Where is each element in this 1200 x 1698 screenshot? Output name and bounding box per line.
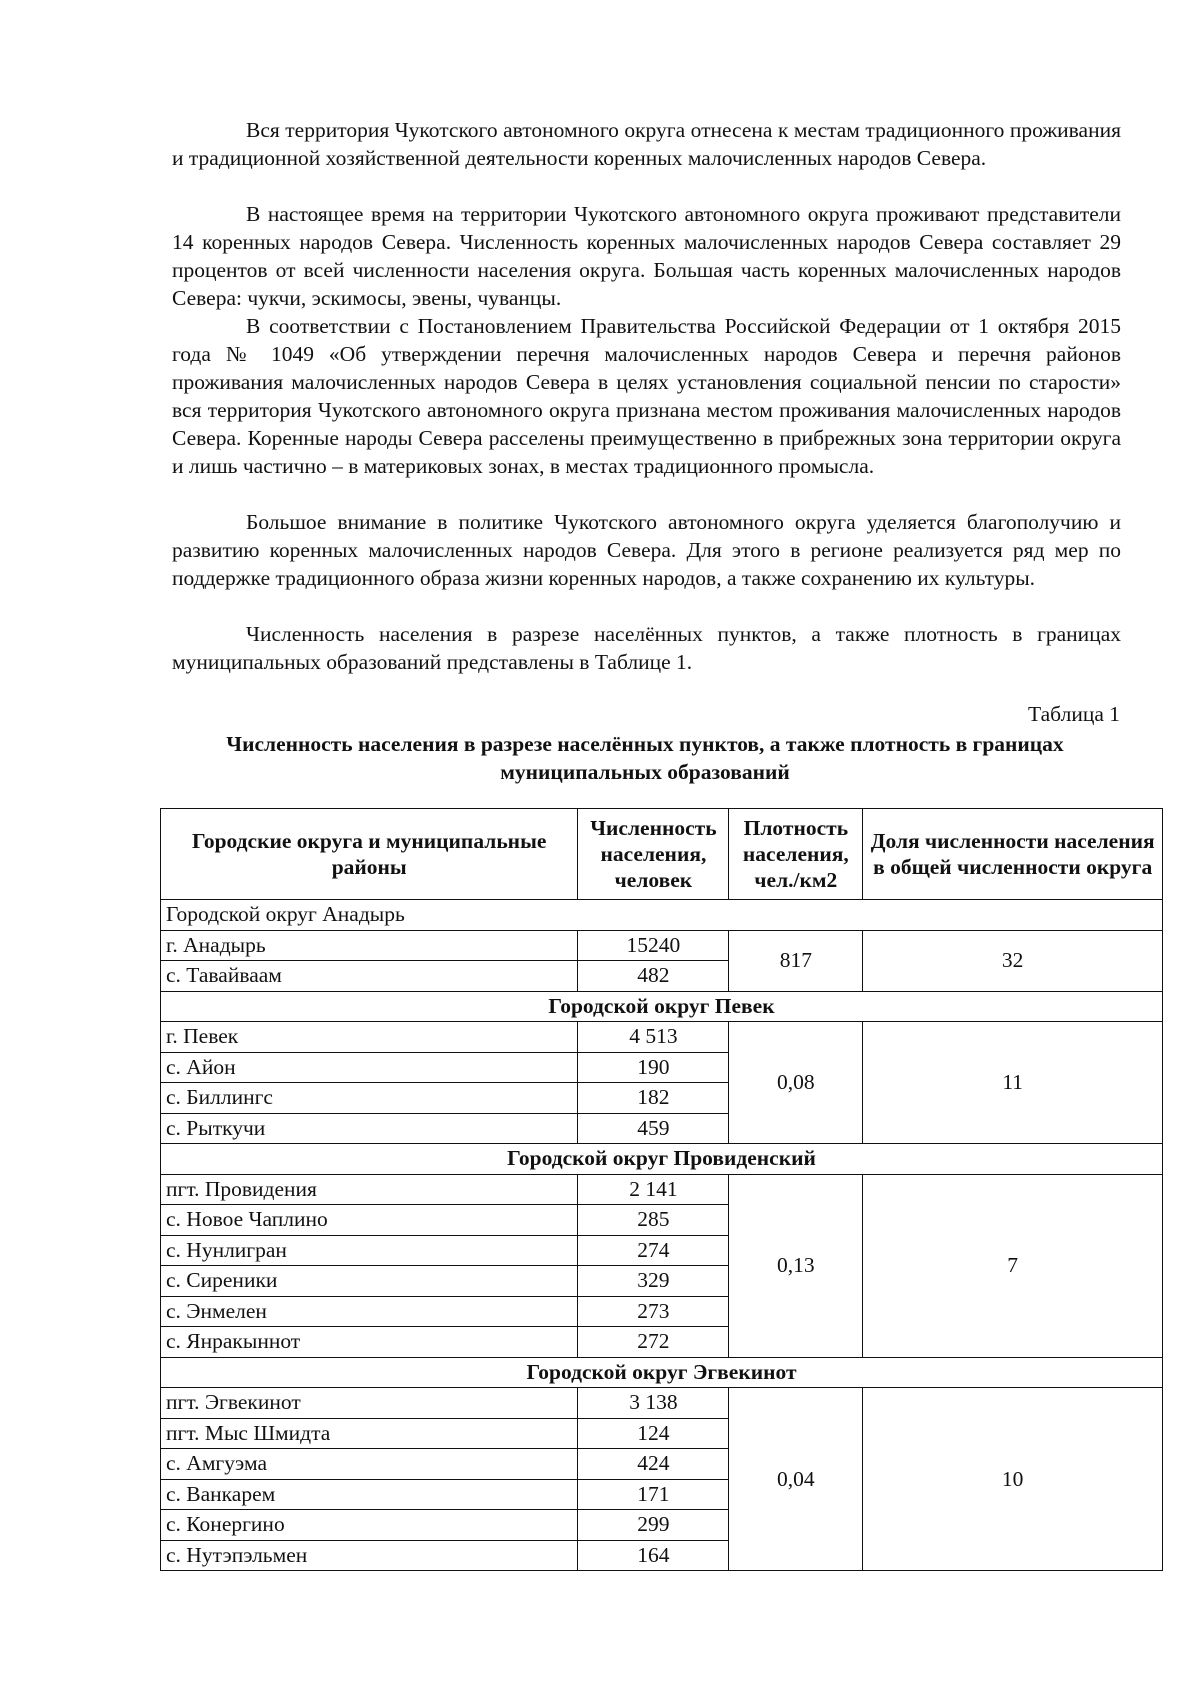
place-name: с. Нунлигран xyxy=(161,1235,578,1266)
place-name: с. Новое Чаплино xyxy=(161,1205,578,1236)
place-name: с. Энмелен xyxy=(161,1296,578,1327)
place-name: с. Ванкарем xyxy=(161,1479,578,1510)
population-value: 285 xyxy=(578,1205,729,1236)
population-value: 274 xyxy=(578,1235,729,1266)
density-value: 817 xyxy=(729,930,863,991)
population-value: 15240 xyxy=(578,930,729,961)
population-table xyxy=(160,808,1163,1571)
table-header-row xyxy=(161,809,1163,900)
population-value: 329 xyxy=(578,1266,729,1297)
place-name: пгт. Мыс Шмидта xyxy=(161,1418,578,1449)
share-value: 32 xyxy=(863,930,1163,991)
paragraph-4: Большое внимание в политике Чукотского автономного округа уделяется благополучию и развитию коренных малочисленных народов Севера. Для этого в регионе реализуется ряд мер по поддержке традиционного образа жизни коренных народов, а также сохранению их культуры. xyxy=(172,510,1121,590)
place-name: с. Сиреники xyxy=(161,1266,578,1297)
place-name: с. Конергино xyxy=(161,1510,578,1541)
population-value: 4 513 xyxy=(578,1022,729,1053)
place-name: с. Рыткучи xyxy=(161,1113,578,1144)
population-value: 182 xyxy=(578,1083,729,1114)
header-density: Плотность населения, чел./км2 xyxy=(729,809,863,900)
population-value: 424 xyxy=(578,1449,729,1480)
table-row xyxy=(161,930,1163,961)
group-name: Городской округ Эгвекинот xyxy=(161,1357,1163,1388)
share-value: 10 xyxy=(863,1388,1163,1571)
table-row xyxy=(161,1022,1163,1053)
paragraph-2: В настоящее время на территории Чукотского автономного округа проживают представители 14 коренных народов Севера. Численность коренных малочисленных народов Севера составляет 29 процентов от всей численности населения округа. Большая часть коренных малочисленных народов Севера: чукчи, эскимосы, эвены, чуванцы. xyxy=(172,202,1121,310)
population-value: 299 xyxy=(578,1510,729,1541)
place-name: с. Янракыннот xyxy=(161,1327,578,1358)
population-value: 482 xyxy=(578,961,729,992)
table-row xyxy=(161,1388,1163,1419)
paragraph-3: В соответствии с Постановлением Правительства Российской Федерации от 1 октября 2015 года № 1049 «Об утверждении перечня малочисленных народов Севера и перечня районов проживания малочисленных народов Севера в целях установления социальной пенсии по старости» вся территория Чукотского автономного округа признана местом проживания малочисленных народов Севера. Коренные народы Севера расселены преимущественно в прибрежных зона территории округа и лишь частично – в материковых зонах, в местах традиционного промысла. xyxy=(172,314,1121,478)
header-share: Доля численности населения в общей численности округа xyxy=(863,809,1163,900)
place-name: с. Амгуэма xyxy=(161,1449,578,1480)
density-value: 0,13 xyxy=(729,1174,863,1357)
place-name: пгт. Провидения xyxy=(161,1174,578,1205)
population-value: 190 xyxy=(578,1052,729,1083)
group-name: Городской округ Провиденский xyxy=(161,1144,1163,1175)
group-name: Городской округ Анадырь xyxy=(161,900,1163,931)
place-name: с. Биллингс xyxy=(161,1083,578,1114)
place-name: г. Певек xyxy=(161,1022,578,1053)
place-name: г. Анадырь xyxy=(161,930,578,961)
table-title: Численность населения в разрезе населённых пунктов, а также плотность в границах муниципальных образований xyxy=(226,732,1064,784)
paragraph-5: Численность населения в разрезе населённых пунктов, а также плотность в границах муниципальных образований представлены в Таблице 1. xyxy=(172,622,1121,674)
density-value: 0,04 xyxy=(729,1388,863,1571)
place-name: с. Нутэпэльмен xyxy=(161,1540,578,1571)
group-header-row xyxy=(161,1144,1163,1175)
share-value: 7 xyxy=(863,1174,1163,1357)
place-name: с. Тавайваам xyxy=(161,961,578,992)
population-value: 164 xyxy=(578,1540,729,1571)
population-value: 459 xyxy=(578,1113,729,1144)
table-caption: Таблица 1 xyxy=(1028,702,1120,726)
population-value: 2 141 xyxy=(578,1174,729,1205)
place-name: пгт. Эгвекинот xyxy=(161,1388,578,1419)
population-value: 171 xyxy=(578,1479,729,1510)
group-header-row xyxy=(161,1357,1163,1388)
paragraph-1: Вся территория Чукотского автономного округа отнесена к местам традиционного проживания и традиционной хозяйственной деятельности коренных малочисленных народов Севера. xyxy=(172,118,1121,170)
population-value: 124 xyxy=(578,1418,729,1449)
group-header-row xyxy=(161,991,1163,1022)
population-value: 273 xyxy=(578,1296,729,1327)
population-value: 3 138 xyxy=(578,1388,729,1419)
header-district: Городские округа и муниципальные районы xyxy=(161,809,578,900)
place-name: с. Айон xyxy=(161,1052,578,1083)
header-population: Численность населения, человек xyxy=(578,809,729,900)
population-value: 272 xyxy=(578,1327,729,1358)
group-header-row xyxy=(161,900,1163,931)
table-row xyxy=(161,1174,1163,1205)
density-value: 0,08 xyxy=(729,1022,863,1144)
group-name: Городской округ Певек xyxy=(161,991,1163,1022)
share-value: 11 xyxy=(863,1022,1163,1144)
